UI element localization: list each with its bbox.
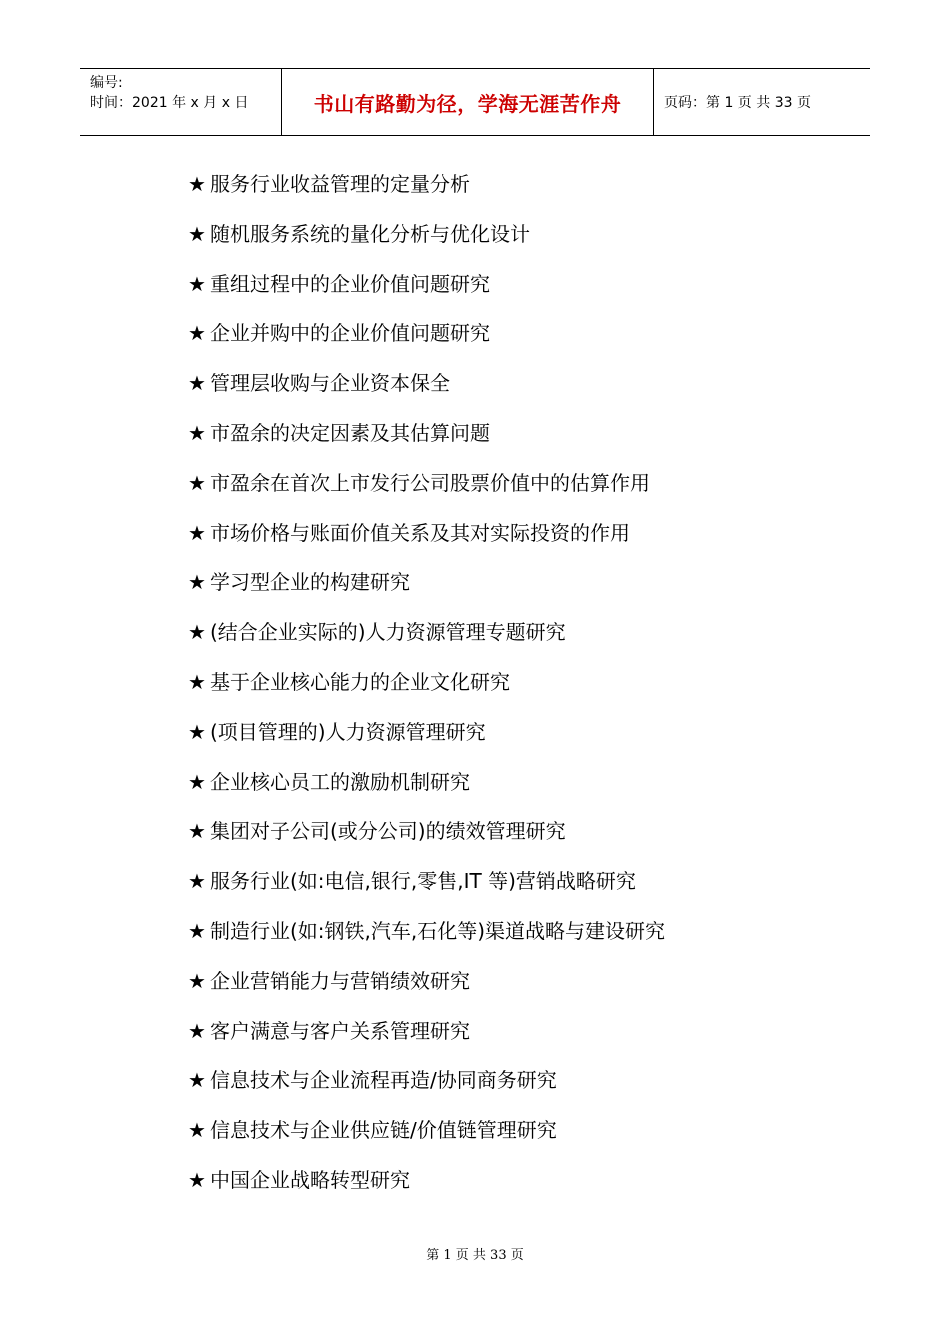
topic-title: 集团对子公司(或分公司)的绩效管理研究 bbox=[210, 819, 566, 844]
star-icon: ★ bbox=[188, 968, 206, 993]
topic-title: 市盈余的决定因素及其估算问题 bbox=[210, 420, 490, 445]
topic-list-item bbox=[188, 708, 828, 758]
topic-title: 重组过程中的企业价值问题研究 bbox=[210, 271, 490, 296]
topic-title: 信息技术与企业流程再造/协同商务研究 bbox=[210, 1068, 557, 1093]
topic-list-item bbox=[188, 160, 828, 210]
star-icon: ★ bbox=[188, 869, 206, 894]
star-icon: ★ bbox=[188, 271, 206, 296]
topic-title: 信息技术与企业供应链/价值链管理研究 bbox=[210, 1118, 557, 1143]
topic-title: 企业并购中的企业价值问题研究 bbox=[210, 321, 490, 346]
header-motto-cell bbox=[282, 69, 654, 135]
topic-list-item bbox=[188, 509, 828, 559]
topic-title: 企业核心员工的激励机制研究 bbox=[210, 769, 470, 794]
topic-list-item bbox=[188, 459, 828, 509]
star-icon: ★ bbox=[188, 819, 206, 844]
topic-list-item bbox=[188, 857, 828, 907]
document-number-label: 编号: bbox=[90, 75, 123, 91]
topic-title: 中国企业战略转型研究 bbox=[210, 1167, 410, 1192]
topic-title: 随机服务系统的量化分析与优化设计 bbox=[210, 221, 530, 246]
header-motto: 书山有路勤为径，学海无涯苦作舟 bbox=[313, 91, 622, 116]
star-icon: ★ bbox=[188, 570, 206, 595]
topic-list-item bbox=[188, 807, 828, 857]
header-page-info: 页码：第 1 页 共 33 页 bbox=[664, 95, 811, 111]
footer-page-number: 第 1 页 共 33 页 bbox=[426, 1248, 524, 1263]
topic-list-item bbox=[188, 608, 828, 658]
topic-title: 客户满意与客户关系管理研究 bbox=[210, 1018, 470, 1043]
topic-list-item bbox=[188, 558, 828, 608]
topic-list-item bbox=[188, 309, 828, 359]
topic-title: 制造行业(如:钢铁,汽车,石化等)渠道战略与建设研究 bbox=[210, 918, 666, 943]
star-icon: ★ bbox=[188, 620, 206, 645]
topic-list-item bbox=[188, 359, 828, 409]
topic-list-item bbox=[188, 957, 828, 1007]
topic-list-item bbox=[188, 907, 828, 957]
topic-title: 学习型企业的构建研究 bbox=[210, 570, 410, 595]
topic-title: 服务行业收益管理的定量分析 bbox=[210, 172, 470, 196]
star-icon: ★ bbox=[188, 1118, 206, 1143]
star-icon: ★ bbox=[188, 1068, 206, 1093]
star-icon: ★ bbox=[188, 719, 206, 744]
star-icon: ★ bbox=[188, 1167, 206, 1192]
topic-list-item bbox=[188, 260, 828, 310]
topic-title: 市场价格与账面价值关系及其对实际投资的作用 bbox=[210, 520, 630, 545]
topic-title: 服务行业(如:电信,银行,零售,IT 等)营销战略研究 bbox=[210, 869, 636, 894]
star-icon: ★ bbox=[188, 769, 206, 794]
topic-title: 企业营销能力与营销绩效研究 bbox=[210, 968, 470, 993]
star-icon: ★ bbox=[188, 669, 206, 694]
star-icon: ★ bbox=[188, 420, 206, 445]
topic-title: (结合企业实际的)人力资源管理专题研究 bbox=[210, 620, 566, 645]
topic-title: (项目管理的)人力资源管理研究 bbox=[210, 719, 486, 744]
topic-list-item bbox=[188, 658, 828, 708]
star-icon: ★ bbox=[188, 172, 206, 196]
star-icon: ★ bbox=[188, 221, 206, 246]
topic-title: 管理层收购与企业资本保全 bbox=[210, 371, 450, 396]
star-icon: ★ bbox=[188, 470, 206, 495]
topic-list-item bbox=[188, 1056, 828, 1106]
star-icon: ★ bbox=[188, 321, 206, 346]
topic-list-item bbox=[188, 1007, 828, 1057]
document-date-label: 时间：2021 年 x 月 x 日 bbox=[90, 95, 249, 111]
topic-list-item bbox=[188, 210, 828, 260]
topic-title: 市盈余在首次上市发行公司股票价值中的估算作用 bbox=[210, 470, 650, 495]
header-page-cell bbox=[654, 69, 870, 135]
page-header bbox=[80, 68, 870, 136]
topic-list-item bbox=[188, 1106, 828, 1156]
header-meta-cell bbox=[80, 69, 282, 135]
page-footer bbox=[0, 1244, 950, 1263]
topic-list-item bbox=[188, 1156, 828, 1206]
topic-list-item bbox=[188, 758, 828, 808]
topic-list-item bbox=[188, 409, 828, 459]
star-icon: ★ bbox=[188, 520, 206, 545]
star-icon: ★ bbox=[188, 1018, 206, 1043]
topic-title: 基于企业核心能力的企业文化研究 bbox=[210, 669, 510, 694]
star-icon: ★ bbox=[188, 918, 206, 943]
star-icon: ★ bbox=[188, 371, 206, 396]
topic-list bbox=[188, 160, 828, 1206]
